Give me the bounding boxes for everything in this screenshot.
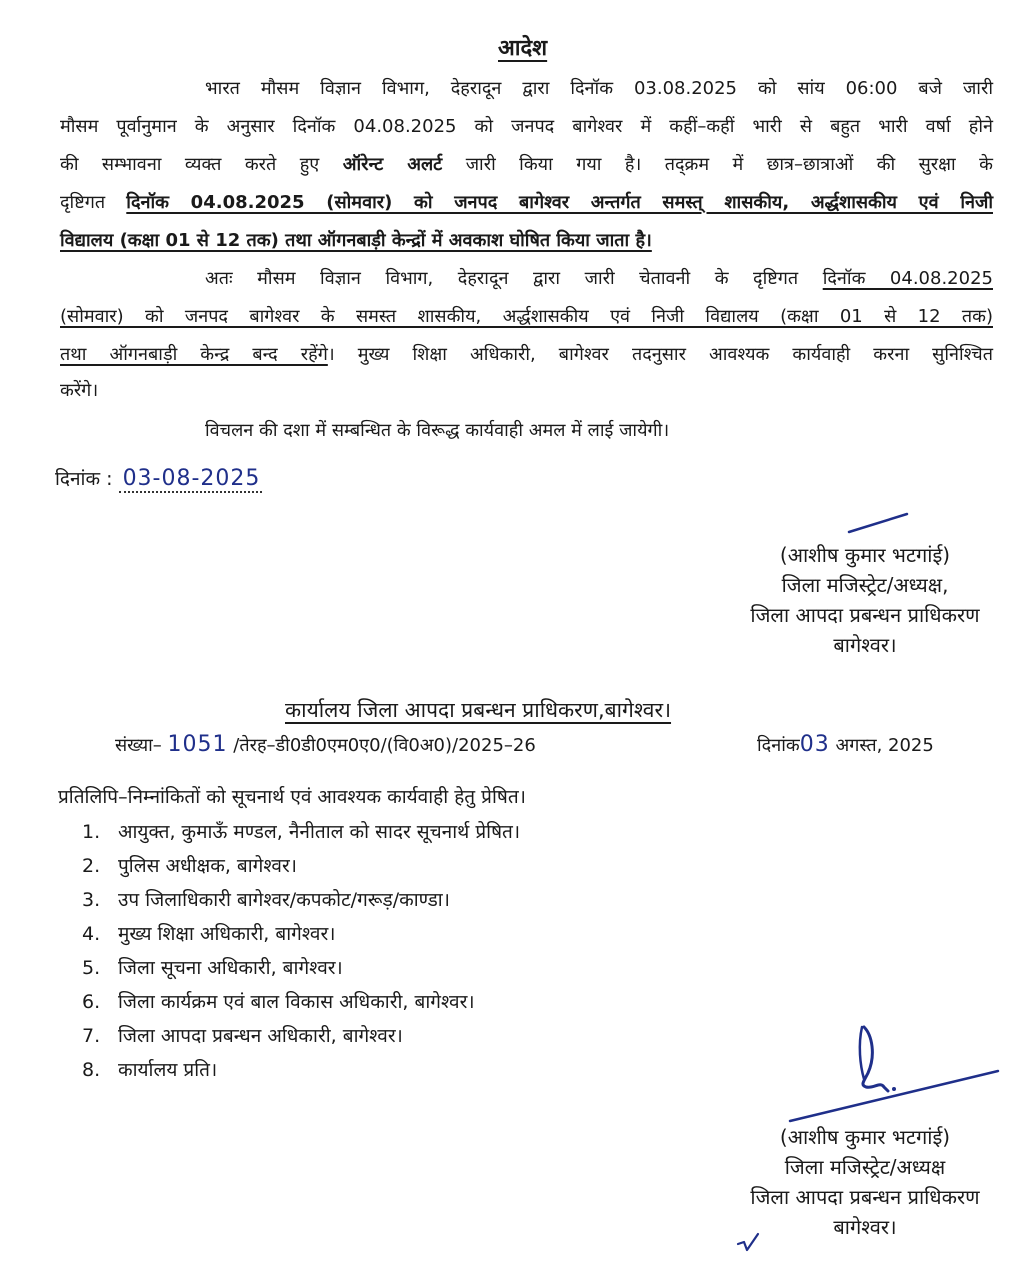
list-item-text: जिला आपदा प्रबन्धन अधिकारी, बागेश्वर।: [118, 1025, 403, 1047]
list-item: [82, 920, 335, 946]
reference-number: [115, 732, 536, 759]
para1-line3: [60, 152, 993, 178]
reference-date-label: दिनांक: [757, 735, 800, 756]
list-item-number: 7.: [82, 1025, 101, 1047]
para1-line3-a: की सम्भावना व्यक्त करते हुए: [60, 154, 320, 175]
list-item-text: उप जिलाधिकारी बागेश्वर/कपकोट/गरूड़/काण्डा।: [118, 889, 450, 911]
para3: विचलन की दशा में सम्बन्धित के विरूद्ध कार्यवाही अमल में लाई जायेगी।: [205, 420, 670, 441]
para2-line3-b: । मुख्य शिक्षा अधिकारी, बागेश्वर तदनुसार आवश्यक कार्यवाही करना सुनिश्चित: [327, 344, 993, 365]
list-item-text: कार्यालय प्रति।: [118, 1059, 218, 1081]
para2-closure-emphasis: तथा ऑगनबाड़ी केन्द्र बन्द रहेंगे: [60, 344, 328, 365]
list-item-number: 5.: [82, 957, 101, 979]
list-item: [82, 988, 475, 1014]
para1-line4: [60, 190, 993, 216]
signatory-authority: जिला आपदा प्रबन्धन प्राधिकरण: [750, 1185, 980, 1209]
order-title: आदेश: [498, 36, 548, 61]
list-item-text: मुख्य शिक्षा अधिकारी, बागेश्वर।: [118, 923, 336, 945]
list-item: [82, 886, 450, 912]
list-item-text: आयुक्त, कुमाऊँ मण्डल, नैनीताल को सादर सूचनार्थ प्रेषित।: [118, 821, 521, 843]
handwritten-reference-number: 1051: [167, 732, 228, 757]
para2-line4: करेंगे।: [60, 380, 99, 401]
list-item-number: 6.: [82, 991, 101, 1013]
list-item: [82, 1056, 217, 1082]
list-item-number: 2.: [82, 855, 101, 877]
list-item-text: पुलिस अधीक्षक, बागेश्वर।: [118, 855, 297, 877]
office-header: कार्यालय जिला आपदा प्रबन्धन प्राधिकरण,बागेश्वर।: [285, 698, 672, 722]
signatory-place: बागेश्वर।: [833, 1215, 897, 1239]
signature-stroke-icon: [845, 508, 915, 538]
para2-line1: [205, 266, 993, 292]
tick-mark-icon: [736, 1232, 762, 1254]
list-item: [82, 818, 520, 844]
signatory-place: बागेश्वर।: [833, 633, 897, 657]
list-item: [82, 1022, 403, 1048]
signature-block-1: [720, 540, 1010, 660]
list-item-number: 3.: [82, 889, 101, 911]
para1-line3-c: जारी किया गया है। तद्क्रम में छात्र–छात्राओं की सुरक्षा के: [465, 154, 993, 175]
orange-alert-text: ऑरेन्ट अलर्ट: [342, 154, 443, 175]
handwritten-date: 03-08-2025: [119, 466, 263, 493]
list-item-text: जिला सूचना अधिकारी, बागेश्वर।: [118, 957, 343, 979]
para2-line3: [60, 342, 993, 368]
signatory-designation: जिला मजिस्ट्रेट/अध्यक्ष: [784, 1155, 946, 1179]
copy-to-heading: प्रतिलिपि–निम्नांकितों को सूचनार्थ एवं आवश्यक कार्यवाही हेतु प्रेषित।: [58, 786, 526, 808]
para1-line5: विद्यालय (कक्षा 01 से 12 तक) तथा ऑगनबाड़ी केन्द्रों में अवकाश घोषित किया जाता है।: [60, 230, 652, 251]
handwritten-date-day: 03: [799, 732, 830, 757]
reference-number-suffix: /तेरह–डी0डी0एम0ए0/(वि0अ0)/2025–26: [233, 735, 536, 756]
signatory-authority: जिला आपदा प्रबन्धन प्राधिकरण: [750, 603, 980, 627]
para2-date-emphasis: दिनॉक 04.08.2025: [822, 268, 993, 289]
para2-line1-a: अतः मौसम विज्ञान विभाग, देहरादून द्वारा जारी चेतावनी के दृष्टिगत: [205, 268, 799, 289]
para2-line2: (सोमवार) को जनपद बागेश्वर के समस्त शासकीय, अर्द्धशासकीय एवं निजी विद्यालय (कक्षा 01 से 12 तक): [60, 306, 993, 327]
list-item-text: जिला कार्यक्रम एवं बाल विकास अधिकारी, बागेश्वर।: [118, 991, 475, 1013]
order-date: [55, 466, 262, 492]
reference-number-label: संख्या–: [115, 735, 162, 756]
list-item-number: 4.: [82, 923, 101, 945]
reference-date: [757, 732, 934, 759]
signatory-name: (आशीष कुमार भटगांई): [779, 1125, 951, 1149]
list-item: [82, 852, 297, 878]
para1-line1: भारत मौसम विज्ञान विभाग, देहरादून द्वारा दिनॉक 03.08.2025 को सांय 06:00 बजे जारी: [205, 78, 993, 99]
signatory-name: (आशीष कुमार भटगांई): [779, 543, 951, 567]
holiday-declaration-emphasis: दिनॉक 04.08.2025 (सोमवार) को जनपद बागेश्वर अन्तर्गत समस्त् शासकीय, अर्द्धशासकीय एवं निजी: [126, 192, 993, 213]
signature-block-2: [720, 1122, 1010, 1242]
date-label: दिनांक :: [55, 468, 113, 490]
list-item: [82, 954, 343, 980]
signatory-designation: जिला मजिस्ट्रेट/अध्यक्ष,: [781, 573, 949, 597]
list-item-number: 1.: [82, 821, 101, 843]
handwritten-signature-icon: [770, 1015, 1010, 1125]
reference-date-rest: अगस्त, 2025: [835, 735, 934, 756]
para1-line4-a: दृष्टिगत: [60, 192, 106, 213]
para1-line2: मौसम पूर्वानुमान के अनुसार दिनॉक 04.08.2025 को जनपद बागेश्वर में कहीं–कहीं भारी से बहुत भारी वर्षा होने: [60, 116, 993, 137]
list-item-number: 8.: [82, 1059, 101, 1081]
